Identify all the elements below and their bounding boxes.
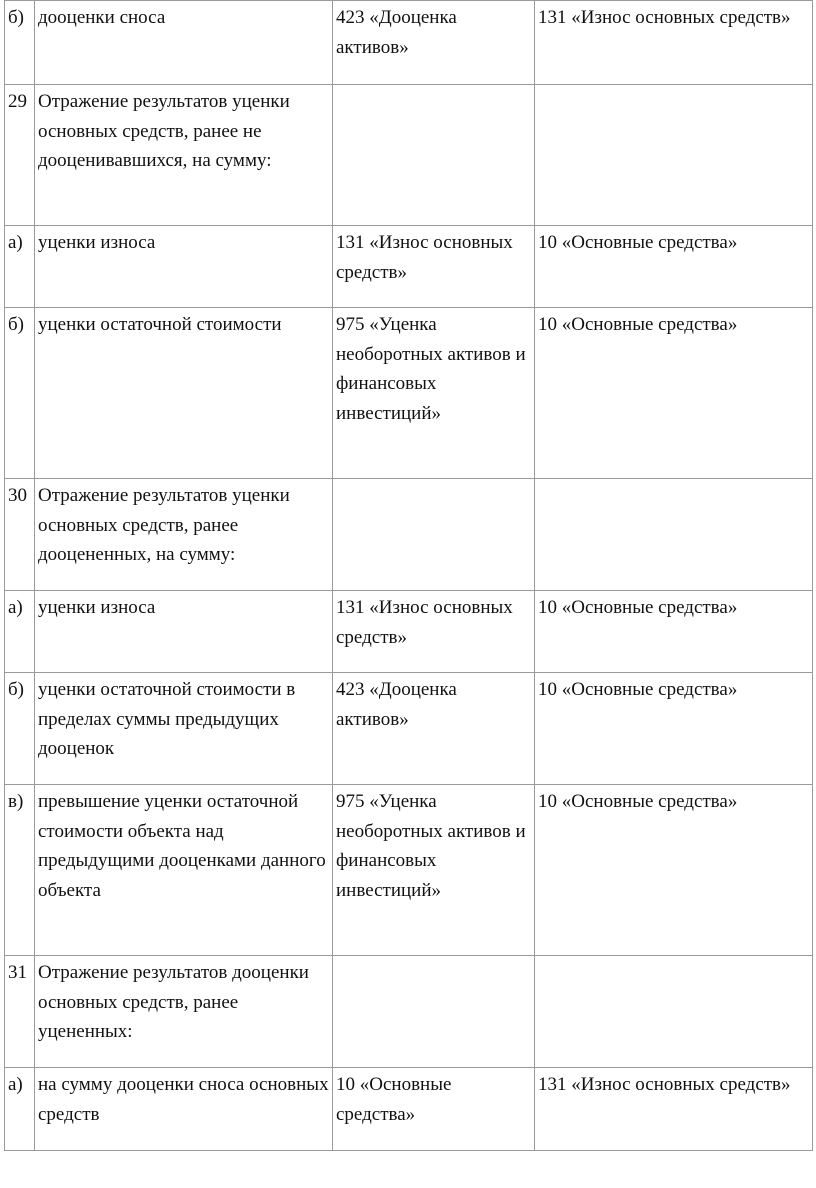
debit-account bbox=[333, 956, 535, 1068]
row-number: а) bbox=[5, 226, 35, 308]
table-row bbox=[5, 479, 813, 591]
credit-account bbox=[535, 479, 813, 591]
credit-account: 10 «Основные средства» bbox=[535, 226, 813, 308]
table-row bbox=[5, 673, 813, 785]
debit-account: 975 «Уценка необоротных активов и финансовых инвестиций» bbox=[333, 785, 535, 956]
table-row bbox=[5, 1068, 813, 1151]
debit-account: 10 «Основные средства» bbox=[333, 1068, 535, 1151]
table-row bbox=[5, 308, 813, 479]
table-row bbox=[5, 226, 813, 308]
operation-description: уценки остаточной стоимости в пределах суммы предыдущих дооценок bbox=[35, 673, 333, 785]
operation-description: превышение уценки остаточной стоимости объекта над предыдущими дооценками данного объекта bbox=[35, 785, 333, 956]
table-row bbox=[5, 591, 813, 673]
row-number: а) bbox=[5, 591, 35, 673]
credit-account: 131 «Износ основных средств» bbox=[535, 1, 813, 85]
row-number: б) bbox=[5, 308, 35, 479]
table-row bbox=[5, 85, 813, 226]
operation-description: дооценки сноса bbox=[35, 1, 333, 85]
credit-account: 10 «Основные средства» bbox=[535, 308, 813, 479]
credit-account: 10 «Основные средства» bbox=[535, 591, 813, 673]
debit-account bbox=[333, 85, 535, 226]
table-row bbox=[5, 785, 813, 956]
row-number: б) bbox=[5, 673, 35, 785]
debit-account: 131 «Износ основных средств» bbox=[333, 591, 535, 673]
operation-description: Отражение результатов уценки основных средств, ранее дооцененных, на сумму: bbox=[35, 479, 333, 591]
debit-account: 131 «Износ основных средств» bbox=[333, 226, 535, 308]
table-row bbox=[5, 1, 813, 85]
credit-account bbox=[535, 956, 813, 1068]
accounting-entries-table bbox=[4, 0, 813, 1151]
operation-description: Отражение результатов дооценки основных средств, ранее уцененных: bbox=[35, 956, 333, 1068]
row-number: в) bbox=[5, 785, 35, 956]
row-number: 29 bbox=[5, 85, 35, 226]
row-number: 31 bbox=[5, 956, 35, 1068]
operation-description: Отражение результатов уценки основных средств, ранее не дооценивавшихся, на сумму: bbox=[35, 85, 333, 226]
row-number: 30 bbox=[5, 479, 35, 591]
credit-account: 131 «Износ основных средств» bbox=[535, 1068, 813, 1151]
debit-account: 423 «Дооценка активов» bbox=[333, 673, 535, 785]
operation-description: на сумму дооценки сноса основных средств bbox=[35, 1068, 333, 1151]
credit-account: 10 «Основные средства» bbox=[535, 785, 813, 956]
credit-account bbox=[535, 85, 813, 226]
debit-account bbox=[333, 479, 535, 591]
credit-account: 10 «Основные средства» bbox=[535, 673, 813, 785]
row-number: б) bbox=[5, 1, 35, 85]
debit-account: 975 «Уценка необоротных активов и финансовых инвестиций» bbox=[333, 308, 535, 479]
operation-description: уценки остаточной стоимости bbox=[35, 308, 333, 479]
debit-account: 423 «Дооценка активов» bbox=[333, 1, 535, 85]
row-number: а) bbox=[5, 1068, 35, 1151]
table-row bbox=[5, 956, 813, 1068]
operation-description: уценки износа bbox=[35, 591, 333, 673]
operation-description: уценки износа bbox=[35, 226, 333, 308]
